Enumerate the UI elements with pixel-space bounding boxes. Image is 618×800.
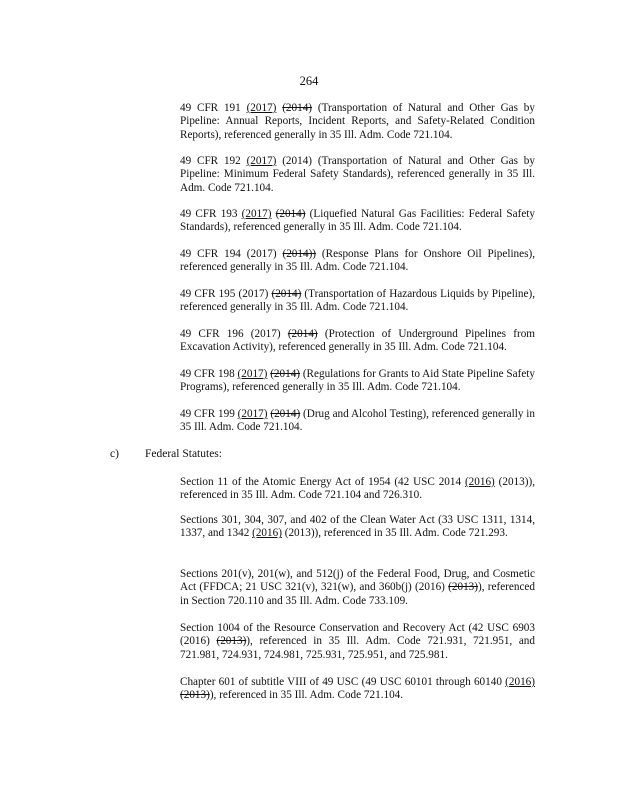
entry-text: (Response Plans for Onshore Oil Pipelines), referenced generally in 35 Ill. Adm. Code 721.104. bbox=[180, 248, 535, 274]
deleted-text: (2014) bbox=[287, 328, 318, 340]
entry-text: 49 CFR 191 bbox=[180, 102, 247, 114]
cfr-entry bbox=[180, 288, 535, 315]
entry-text: (Protection of Underground Pipelines from Excavation Activity), referenced generally in 35 Ill. Adm. Code 721.104. bbox=[180, 328, 535, 354]
deleted-text: (2013) bbox=[448, 581, 478, 594]
statute-entry bbox=[180, 622, 535, 662]
deleted-text: (2013) bbox=[180, 689, 210, 702]
cfr-entry bbox=[180, 248, 535, 275]
deleted-text: (2014)) bbox=[282, 248, 317, 260]
deleted-text: (2013) bbox=[216, 635, 247, 648]
entry-text: 49 CFR 195 (2017) bbox=[180, 288, 272, 300]
entry-text: (Drug and Alcohol Testing), referenced generally in 35 Ill. Adm. Code 721.104. bbox=[180, 408, 536, 434]
cfr-entry bbox=[180, 208, 535, 235]
section-letter: c) bbox=[110, 448, 119, 460]
deleted-text: (2014) bbox=[270, 408, 301, 420]
inserted-text: (2017) bbox=[246, 102, 277, 114]
entry-text: Chapter 601 of subtitle VIII of 49 USC (49 USC 60101 through 60140 bbox=[180, 676, 506, 688]
statute-entry bbox=[180, 676, 535, 703]
entry-text: (Liquefied Natural Gas Facilities: Federal Safety Standards), referenced generally in 35 Ill. Adm. Code 721.104. bbox=[180, 208, 535, 234]
entry-text: ), referenced in 35 Ill. Adm. Code 721.931, 721.951, and 721.981, 724.931, 724.981, 725.931, 725.951, and 725.981. bbox=[180, 635, 535, 661]
entry-text: 49 CFR 194 (2017) bbox=[180, 248, 283, 260]
entry-text: Section 11 of the Atomic Energy Act of 1954 (42 USC 2014 bbox=[180, 476, 465, 488]
inserted-text: (2016) bbox=[464, 476, 495, 488]
entry-text: 49 CFR 192 bbox=[180, 155, 247, 167]
deleted-text: (2014) bbox=[282, 102, 313, 114]
entry-text: (2014) (Transportation of Natural and Other Gas by Pipeline: Minimum Federal Safety Standards), referenced generally in 35 Ill. Adm. Code 721.104. bbox=[180, 155, 535, 194]
entry-text: (2013)), referenced in 35 Ill. Adm. Code 721.104 and 726.310. bbox=[180, 476, 535, 502]
entry-text: 49 CFR 196 (2017) bbox=[180, 328, 288, 340]
cfr-entry bbox=[180, 102, 535, 142]
entry-text: Section 1004 of the Resource Conservation and Recovery Act (42 USC 6903 (2016) bbox=[180, 622, 535, 648]
entry-text: 49 CFR 193 bbox=[180, 208, 242, 220]
inserted-text: (2016) bbox=[252, 527, 282, 540]
entry-text: 49 CFR 199 bbox=[180, 408, 238, 420]
deleted-text: (2014) bbox=[275, 208, 306, 220]
deleted-text: (2014) bbox=[270, 368, 301, 380]
entry-text: (Transportation of Natural and Other Gas by Pipeline: Annual Reports, Incident Reports, and Safety-Related Condition Reports), referenced generally in 35 Ill. Adm. Code 721.104. bbox=[180, 102, 535, 141]
inserted-text: (2017) bbox=[246, 155, 277, 167]
page-number: 264 bbox=[299, 74, 319, 88]
entry-text: ), referenced in 35 Ill. Adm. Code 721.104. bbox=[209, 689, 404, 702]
inserted-text: (2017) bbox=[237, 368, 268, 380]
cfr-entry bbox=[180, 368, 535, 395]
deleted-text: (2014) bbox=[271, 288, 302, 300]
statute-entry bbox=[180, 568, 535, 608]
entry-text: 49 CFR 198 bbox=[180, 368, 238, 380]
inserted-text: (2016) bbox=[505, 676, 535, 688]
inserted-text: (2017) bbox=[241, 208, 272, 220]
entry-text: (2013)), referenced in 35 Ill. Adm. Code 721.293. bbox=[284, 527, 508, 540]
section-title: Federal Statutes: bbox=[145, 448, 222, 460]
cfr-entry bbox=[180, 155, 535, 195]
entry-text: Sections 201(v), 201(w), and 512(j) of the Federal Food, Drug, and Cosmetic Act (FFDCA; 21 USC 321(v), 321(w), and 360b(j) (2016) bbox=[180, 568, 535, 594]
statute-entry bbox=[180, 476, 535, 503]
entry-text: (Transportation of Hazardous Liquids by Pipeline), referenced generally in 35 Ill. Adm. Code 721.104. bbox=[180, 288, 535, 314]
inserted-text: (2017) bbox=[237, 408, 268, 420]
entry-text: (Regulations for Grants to Aid State Pipeline Safety Programs), referenced generally in 35 Ill. Adm. Code 721.104. bbox=[180, 368, 535, 394]
entry-text: Sections 301, 304, 307, and 402 of the Clean Water Act (33 USC 1311, 1314, 1337, and 1342 bbox=[180, 514, 535, 540]
entry-text: ), referenced in Section 720.110 and 35 Ill. Adm. Code 733.109. bbox=[180, 581, 535, 607]
statute-entry bbox=[180, 514, 535, 541]
cfr-entry bbox=[180, 408, 535, 435]
cfr-entry bbox=[180, 328, 535, 355]
